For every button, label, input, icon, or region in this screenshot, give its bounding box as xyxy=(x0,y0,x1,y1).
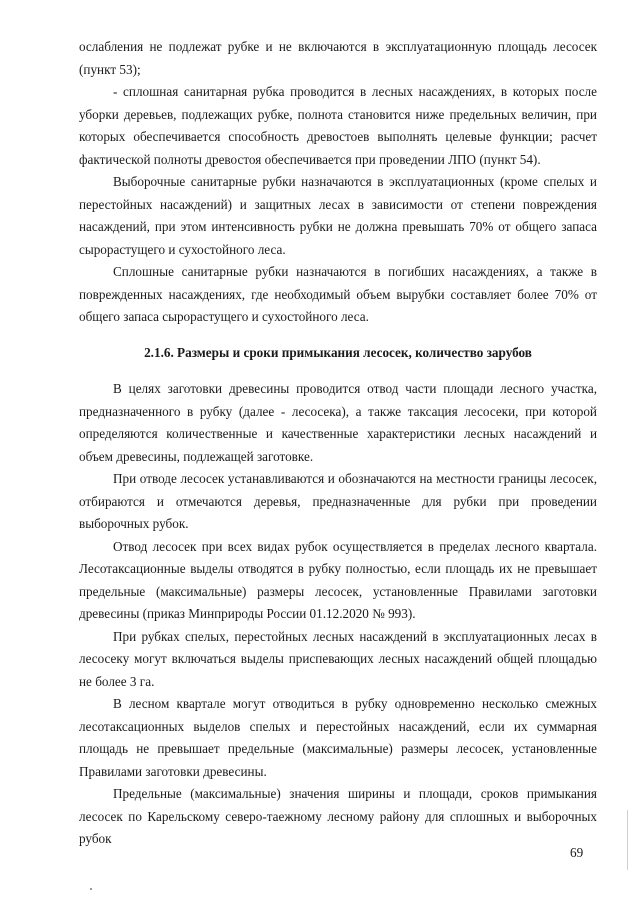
body-text-top xyxy=(79,36,597,329)
paragraph: ослабления не подлежат рубке и не включаются в эксплуатационную площадь лесосек (пункт 53); xyxy=(79,39,597,77)
page-number: 69 xyxy=(570,845,584,860)
paragraph: Сплошные санитарные рубки назначаются в погибших насаждениях, а также в поврежденных насаждениях, где необходимый объем вырубки составляет более 70% от общего запаса сырорастущего и сухостойного леса. xyxy=(79,264,597,324)
paragraph: Выборочные санитарные рубки назначаются в эксплуатационных (кроме спелых и перестойных насаждений) и защитных лесах в зависимости от степени повреждения насаждений, при этом интенсивность рубки не должна превышать 70% от общего запаса сырорастущего и сухостойного леса. xyxy=(79,174,597,257)
paragraph: В целях заготовки древесины проводится отвод части площади лесного участка, предназначенного в рубку (далее - лесосека), а также таксация лесосеки, при которой определяются количественные и качественные характеристики лесных насаждений и объем древесины, подлежащей заготовке. xyxy=(79,381,597,464)
scan-speck xyxy=(90,888,92,890)
paragraph: В лесном квартале могут отводиться в рубку одновременно несколько смежных лесотаксационных выделов спелых и перестойных насаждений, если их суммарная площадь не превышает предельные (максимальные) размеры лесосек, установленные Правилами заготовки древесины. xyxy=(79,696,597,779)
body-text-bottom xyxy=(79,378,597,851)
paragraph: При рубках спелых, перестойных лесных насаждений в эксплуатационных лесах в лесосеку могут включаться выделы приспевающих лесных насаждений общей площадью не более 3 га. xyxy=(79,628,597,689)
paragraph: - сплошная санитарная рубка проводится в лесных насаждениях, в которых после уборки деревьев, подлежащих рубке, полнота становится ниже предельных величин, при которых обеспечивается способность древостоев выполнять целевые функции; расчет фактической полноты древостоя обеспечивается при проведении ЛПО (пункт 54). xyxy=(79,84,597,167)
paragraph: Предельные (максимальные) значения ширины и площади, сроков примыкания лесосек по Карельскому северо-таежному лесному району для сплошных и выборочных рубок xyxy=(79,786,597,846)
section-heading: 2.1.6. Размеры и сроки примыкания лесосек, количество зарубов xyxy=(144,345,532,360)
paragraph: При отводе лесосек устанавливаются и обозначаются на местности границы лесосек, отбираются и отмечаются деревья, предназначенные для рубки при проведении выборочных рубок. xyxy=(79,471,597,531)
scan-edge-line xyxy=(627,810,628,870)
paragraph: Отвод лесосек при всех видах рубок осуществляется в пределах лесного квартала. Лесотаксационные выделы отводятся в рубку полностью, если площадь их не превышает предельные (максимальные) размеры лесосек, установленные Правилами заготовки древесины (приказ Минприроды России 01.12.2020 № 993). xyxy=(79,538,597,621)
